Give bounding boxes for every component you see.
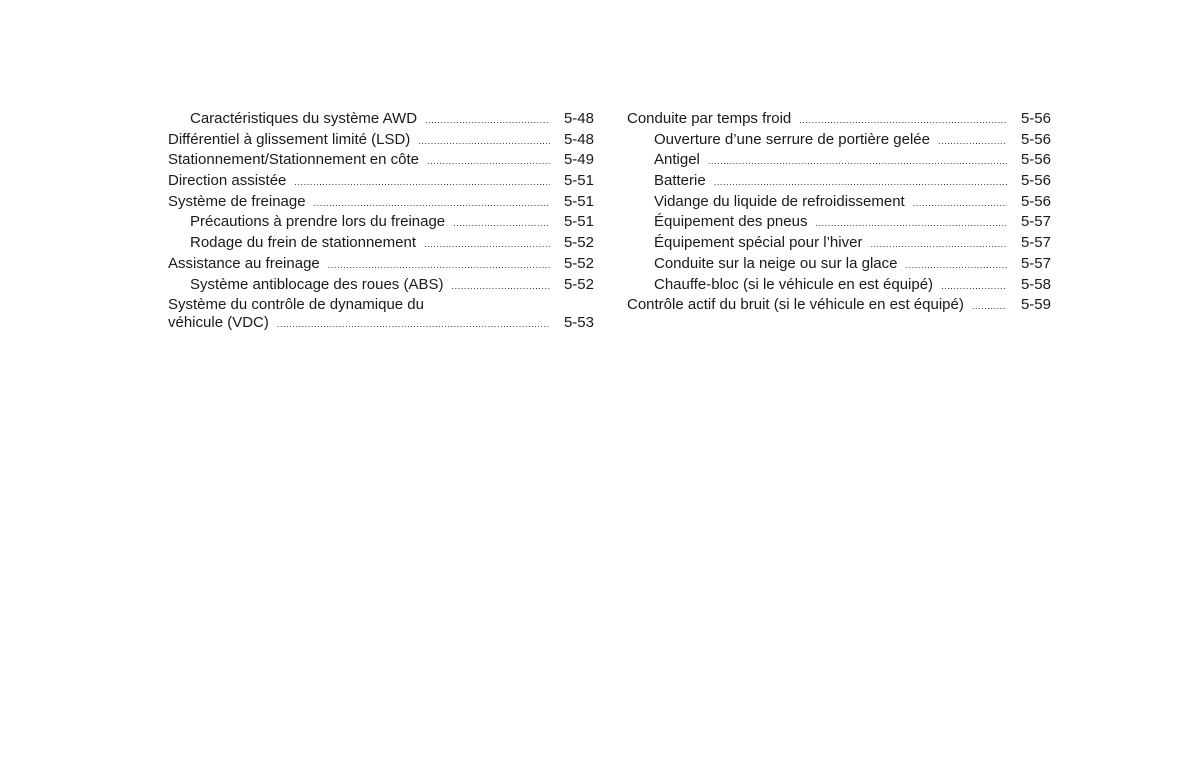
toc-entry-label: Conduite sur la neige ou sur la glace [654,254,898,272]
toc-entry-active-noise-control[interactable] [627,295,1051,316]
toc-entry-label: Batterie [654,172,706,190]
toc-entry-page: 5-56 [1020,151,1051,169]
toc-leader-dots [941,276,1007,297]
toc-leader-dots [328,255,550,276]
toc-leader-dots [870,234,1007,255]
toc-entry-page: 5-48 [563,110,594,127]
toc-entry-page: 5-57 [1020,254,1051,272]
toc-entry-page: 5-57 [1020,213,1051,231]
toc-entry-page: 5-52 [563,275,594,293]
toc-entry-label: Ouverture d’une serrure de portière gelée [654,130,930,148]
toc-entry-label: Stationnement/Stationnement en côte [168,151,420,169]
toc-entry-label: Conduite par temps froid [627,110,792,127]
toc-entry-label-continuation [168,313,594,334]
toc-entry-coolant-drain[interactable] [627,192,1051,213]
toc-entry-page: 5-59 [1020,296,1051,314]
toc-entry-label: Précautions à prendre lors du freinage [190,213,446,231]
toc-entry-page: 5-56 [1020,172,1051,190]
toc-entry-label: Chauffe-bloc (si le véhicule en est équipé) [654,275,934,293]
toc-entry-label: Différentiel à glissement limité (LSD) [168,130,411,148]
toc-entry-cold-weather-driving[interactable] [627,109,1051,130]
toc-leader-dots [294,172,550,193]
toc-entry-parking[interactable] [168,150,594,171]
toc-entry-abs[interactable] [168,275,594,296]
toc-entry-label: Caractéristiques du système AWD [190,110,418,127]
toc-entry-page: 5-52 [563,234,594,252]
toc-entry-power-steering[interactable] [168,171,594,192]
toc-entry-label: Système du contrôle de dynamique du [168,296,424,314]
toc-entry-page: 5-51 [563,192,594,210]
toc-leader-dots [972,296,1007,317]
toc-entry-frozen-door-lock[interactable] [627,130,1051,151]
toc-entry-page: 5-56 [1020,192,1051,210]
toc-entry-antifreeze[interactable] [627,150,1051,171]
toc-entry-label: Vidange du liquide de refroidissement [654,192,905,210]
toc-entry-label-line2: véhicule (VDC) [168,314,269,332]
toc-entry-page: 5-56 [1020,130,1051,148]
toc-column-left [168,109,594,334]
toc-entry-winter-equipment[interactable] [627,233,1051,254]
toc-leader-dots [424,234,550,255]
toc-leader-dots [277,314,550,335]
toc-leader-dots [418,131,550,152]
toc-entry-page: 5-57 [1020,234,1051,252]
toc-entry-label: Équipement spécial pour l’hiver [654,234,863,252]
toc-entry-page: 5-52 [563,254,594,272]
toc-leader-dots [906,255,1008,276]
toc-entry-label: Direction assistée [168,172,287,190]
toc-entry-page: 5-48 [563,130,594,148]
toc-entry-label: Antigel [654,151,700,169]
toc-leader-dots [938,131,1007,152]
toc-entry-page: 5-56 [1020,110,1051,127]
toc-entry-label: Système antiblocage des roues (ABS) [190,275,444,293]
toc-entry-tire-equipment[interactable] [627,212,1051,233]
toc-entry-braking-precautions[interactable] [168,212,594,233]
toc-leader-dots [451,276,550,297]
toc-column-right [627,109,1051,316]
toc-leader-dots [425,110,550,131]
toc-entry-page: 5-51 [563,213,594,231]
toc-leader-dots [453,213,550,234]
toc-entry-vdc[interactable] [168,295,594,334]
toc-entry-label: Contrôle actif du bruit (si le véhicule en est équipé) [627,296,964,314]
toc-entry-parking-brake-break-in[interactable] [168,233,594,254]
toc-entry-page: 5-49 [563,151,594,169]
toc-entry-block-heater[interactable] [627,275,1051,296]
toc-entry-lsd[interactable] [168,130,594,151]
toc-entry-label: Système de freinage [168,192,306,210]
toc-entry-page: 5-58 [1020,275,1051,293]
toc-entry-brake-system[interactable] [168,192,594,213]
toc-entry-brake-assist[interactable] [168,254,594,275]
toc-entry-label: Équipement des pneus [654,213,808,231]
toc-leader-dots [815,213,1007,234]
toc-entry-page: 5-51 [563,172,594,190]
toc-leader-dots [714,172,1007,193]
toc-entry-label: Assistance au freinage [168,254,320,272]
toc-leader-dots [708,151,1007,172]
toc-entry-snow-ice-driving[interactable] [627,254,1051,275]
toc-entry-battery[interactable] [627,171,1051,192]
toc-leader-dots [913,193,1007,214]
toc-entry-page: 5-53 [563,314,594,332]
toc-entry-label: Rodage du frein de stationnement [190,234,416,252]
toc-entry-awd-characteristics[interactable] [168,109,594,130]
toc-leader-dots [799,110,1007,131]
toc-leader-dots [427,151,550,172]
toc-leader-dots [314,193,550,214]
